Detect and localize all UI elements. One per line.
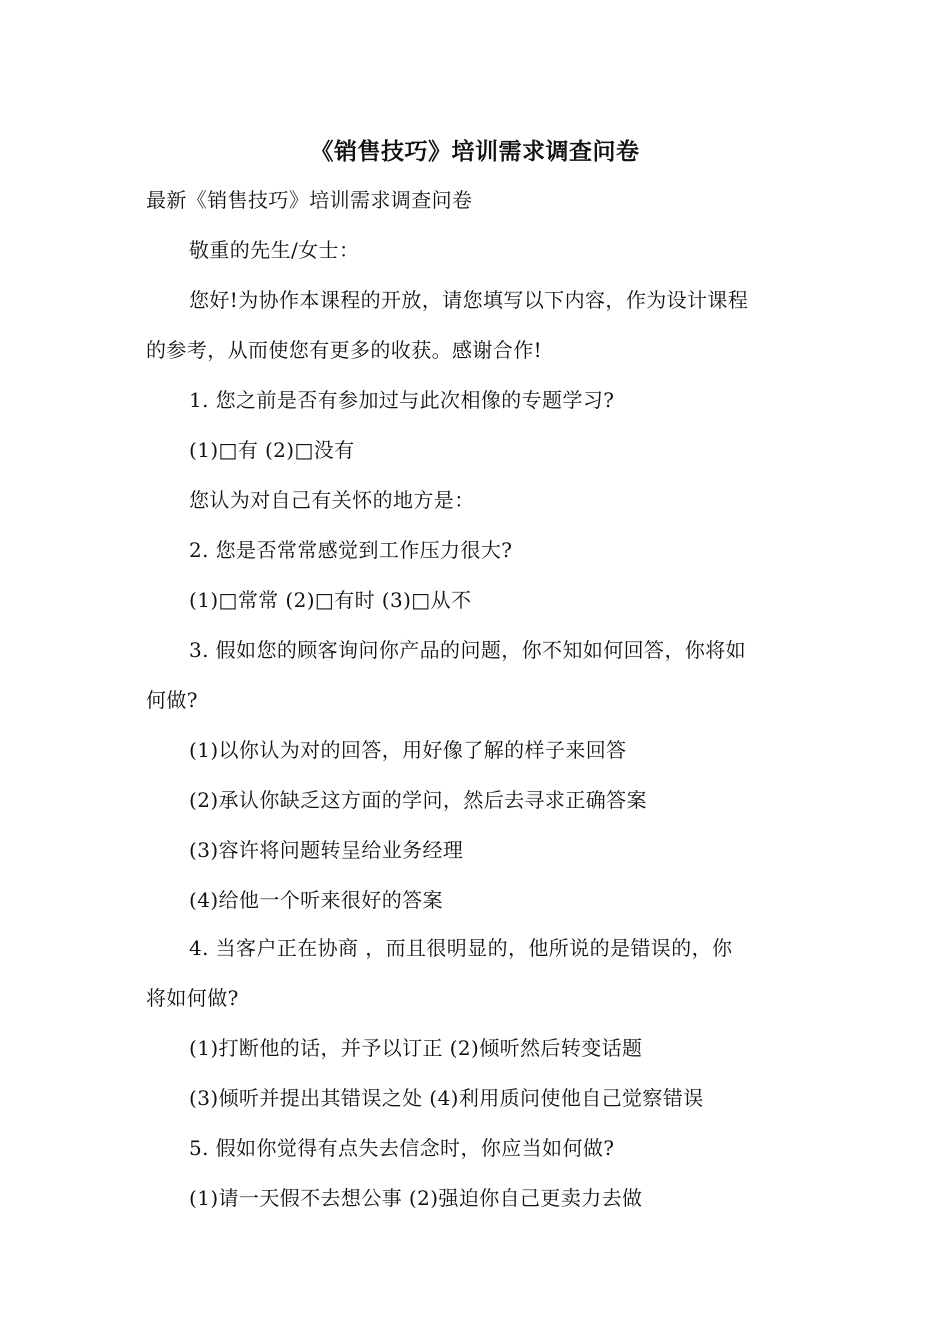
intro-line-2: 的参考，从而使您有更多的收获。感谢合作! (146, 338, 543, 362)
question-4-options-2: (3)倾听并提出其错误之处 (4)利用质问使他自己觉察错误 (189, 1086, 704, 1110)
question-2: 2. 您是否常常感觉到工作压力很大? (189, 538, 513, 562)
question-1-followup: 您认为对自己有关怀的地方是： (189, 488, 475, 512)
question-3-option-4: (4)给他一个听来很好的答案 (189, 888, 443, 912)
question-1-options: (1)□有 (2)□没有 (189, 438, 355, 462)
subtitle-line: 最新《销售技巧》培训需求调查问卷 (146, 188, 473, 212)
question-3-option-3: (3)容许将问题转呈给业务经理 (189, 838, 464, 862)
question-5-options: (1)请一天假不去想公事 (2)强迫你自己更卖力去做 (189, 1186, 643, 1210)
question-1: 1. 您之前是否有参加过与此次相像的专题学习? (189, 388, 615, 412)
intro-line-1: 您好!为协作本课程的开放，请您填写以下内容，作为设计课程 (189, 288, 749, 312)
question-5: 5. 假如你觉得有点失去信念时，你应当如何做? (189, 1136, 615, 1160)
question-3-line-2: 何做? (146, 688, 198, 712)
page-title: 《销售技巧》培训需求调查问卷 (310, 139, 640, 165)
question-4-options-1: (1)打断他的话，并予以订正 (2)倾听然后转变话题 (189, 1036, 643, 1060)
salutation-line: 敬重的先生/女士： (189, 238, 360, 262)
question-3-option-2: (2)承认你缺乏这方面的学问，然后去寻求正确答案 (189, 788, 647, 812)
question-4-line-1: 4. 当客户正在协商 ，而且很明显的，他所说的是错误的，你 (189, 936, 733, 960)
question-3-line-1: 3. 假如您的顾客询问你产品的问题，你不知如何回答，你将如 (189, 638, 747, 662)
question-3-option-1: (1)以你认为对的回答，用好像了解的样子来回答 (189, 738, 627, 762)
question-4-line-2: 将如何做? (146, 986, 239, 1010)
question-2-options: (1)□常常 (2)□有时 (3)□从不 (189, 588, 472, 612)
